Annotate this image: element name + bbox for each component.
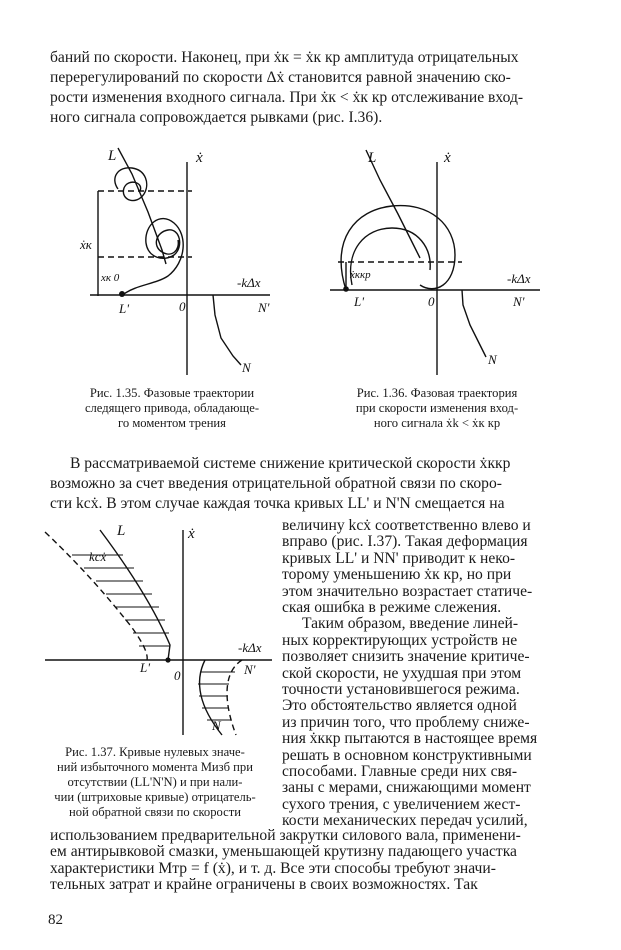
caption-line: следящего привода, обладающе- xyxy=(84,401,260,415)
label-xdot: ẋ xyxy=(196,150,203,166)
figure-1-37-caption xyxy=(44,745,266,820)
text-line: перерегулирований по скорости Δẋ становится равной значению ско- xyxy=(50,69,511,86)
text-line: Таким образом, введение линей- xyxy=(302,615,519,633)
text-line: ская ошибка в режиме слежения. xyxy=(282,599,502,616)
text-line: сухого трения, с увеличением жест- xyxy=(282,795,521,813)
label-L: L xyxy=(108,148,117,164)
caption-line: Рис. 1.35. Фазовые траектории xyxy=(89,386,255,400)
label-xk0: xк 0 xyxy=(101,272,120,284)
label-L: L xyxy=(368,150,377,166)
text-line: точности установившегося режима. xyxy=(282,681,520,698)
caption-line: ного сигнала ẋk < ẋк кр xyxy=(373,416,501,430)
label-zero: 0 xyxy=(174,668,181,683)
label-L-prime: L' xyxy=(354,294,365,309)
text-line: ных корректирующих устройств не xyxy=(282,631,518,649)
text-line: рости изменения входного сигнала. При ẋк < ẋк кр отслеживание вход- xyxy=(50,89,524,106)
text-line: В рассматриваемой системе снижение критической скорости ẋккр xyxy=(70,455,511,472)
label-N-prime: N' xyxy=(258,300,270,315)
label-L-prime: L' xyxy=(119,301,130,316)
text-line: ем антирывковой смазки, уменьшающей крутизну падающего участка xyxy=(50,843,517,861)
label-minus-kdx: -kΔx xyxy=(507,271,531,286)
label-xdot: ẋ xyxy=(444,150,451,166)
text-line: позволяет снизить значение критиче- xyxy=(282,648,530,666)
label-zero: 0 xyxy=(428,294,435,309)
text-line: возможно за счет введения отрицательной обратной связи по скоро- xyxy=(50,475,502,492)
text-line: величину kсẋ соответственно влево и xyxy=(282,517,531,534)
label-N: N xyxy=(488,352,497,367)
start-point xyxy=(165,657,170,662)
text-line: вправо (рис. I.37). Такая деформация xyxy=(282,533,528,551)
label-minus-kdx: -kΔx xyxy=(237,275,261,290)
label-N: N xyxy=(242,360,251,375)
caption-line: ний избыточного момента Mизб при xyxy=(57,760,253,774)
caption-line: го моментом трения xyxy=(118,416,226,430)
text-line: ния ẋккр пытаются в настоящее время xyxy=(282,730,538,748)
caption-line: отсутствии (LL'N'N) и при нали- xyxy=(67,775,243,789)
label-L-prime: L' xyxy=(140,660,151,675)
caption-line: Рис. 1.36. Фазовая траектория xyxy=(356,386,518,400)
label-xdot: ẋ xyxy=(188,526,195,542)
label-kcx: kсẋ xyxy=(89,549,107,564)
label-L: L xyxy=(117,523,126,539)
text-line: ного сигнала сопровождается рывками (рис. I.36). xyxy=(50,109,383,126)
text-line: характеристики Mтр = f (ẋ), и т. д. Все эти способы требуют значи- xyxy=(50,859,496,877)
text-line: сти kсẋ. В этом случае каждая точка кривых LL' и N'N смещается на xyxy=(50,495,505,512)
caption-line: ной обратной связи по скорости xyxy=(69,805,241,819)
label-N-prime: N' xyxy=(244,662,256,677)
label-N-prime: N' xyxy=(513,294,525,309)
curve-L xyxy=(100,530,170,660)
text-line: заны с мерами, снижающими момент xyxy=(282,779,531,797)
label-xkkr: ẋккр xyxy=(350,269,371,281)
text-line: Это обстоятельство является одной xyxy=(282,697,517,715)
label-zero: 0 xyxy=(179,299,186,314)
caption-line: чии (штриховые кривые) отрицатель- xyxy=(54,790,256,804)
text-line: торому уменьшению ẋк кр, но при xyxy=(282,566,512,584)
curve-N-shifted xyxy=(227,660,242,735)
text-line: тельных затрат и крайне ограничены в своих возможностях. Так xyxy=(50,876,478,894)
text-line: кривых LL' и NN' приводит к неко- xyxy=(282,549,516,567)
text-line: решать в основном конструктивными xyxy=(282,746,532,764)
text-line: из причин того, что проблему сниже- xyxy=(282,713,530,731)
caption-line: при скорости изменения вход- xyxy=(355,401,519,415)
text-line: способами. Главные среди них свя- xyxy=(282,763,518,780)
text-line: кости механических передач усилий, xyxy=(282,812,528,830)
text-line: ской скорости, не ухудшая при этом xyxy=(282,664,522,682)
label-N: N xyxy=(212,718,221,733)
text-line: использованием предварительной закрутки силового вала, применени- xyxy=(50,827,521,844)
text-line: этом значительно возрастает статиче- xyxy=(282,582,533,600)
page-number: 82 xyxy=(48,912,63,928)
label-minus-kdx: -kΔx xyxy=(238,640,262,655)
text-line: баний по скорости. Наконец, при ẋк = ẋк кр амплитуда отрицательных xyxy=(50,49,519,66)
label-xk: ẋк xyxy=(80,237,92,252)
caption-line: Рис. 1.37. Кривые нулевых значе- xyxy=(65,745,245,759)
